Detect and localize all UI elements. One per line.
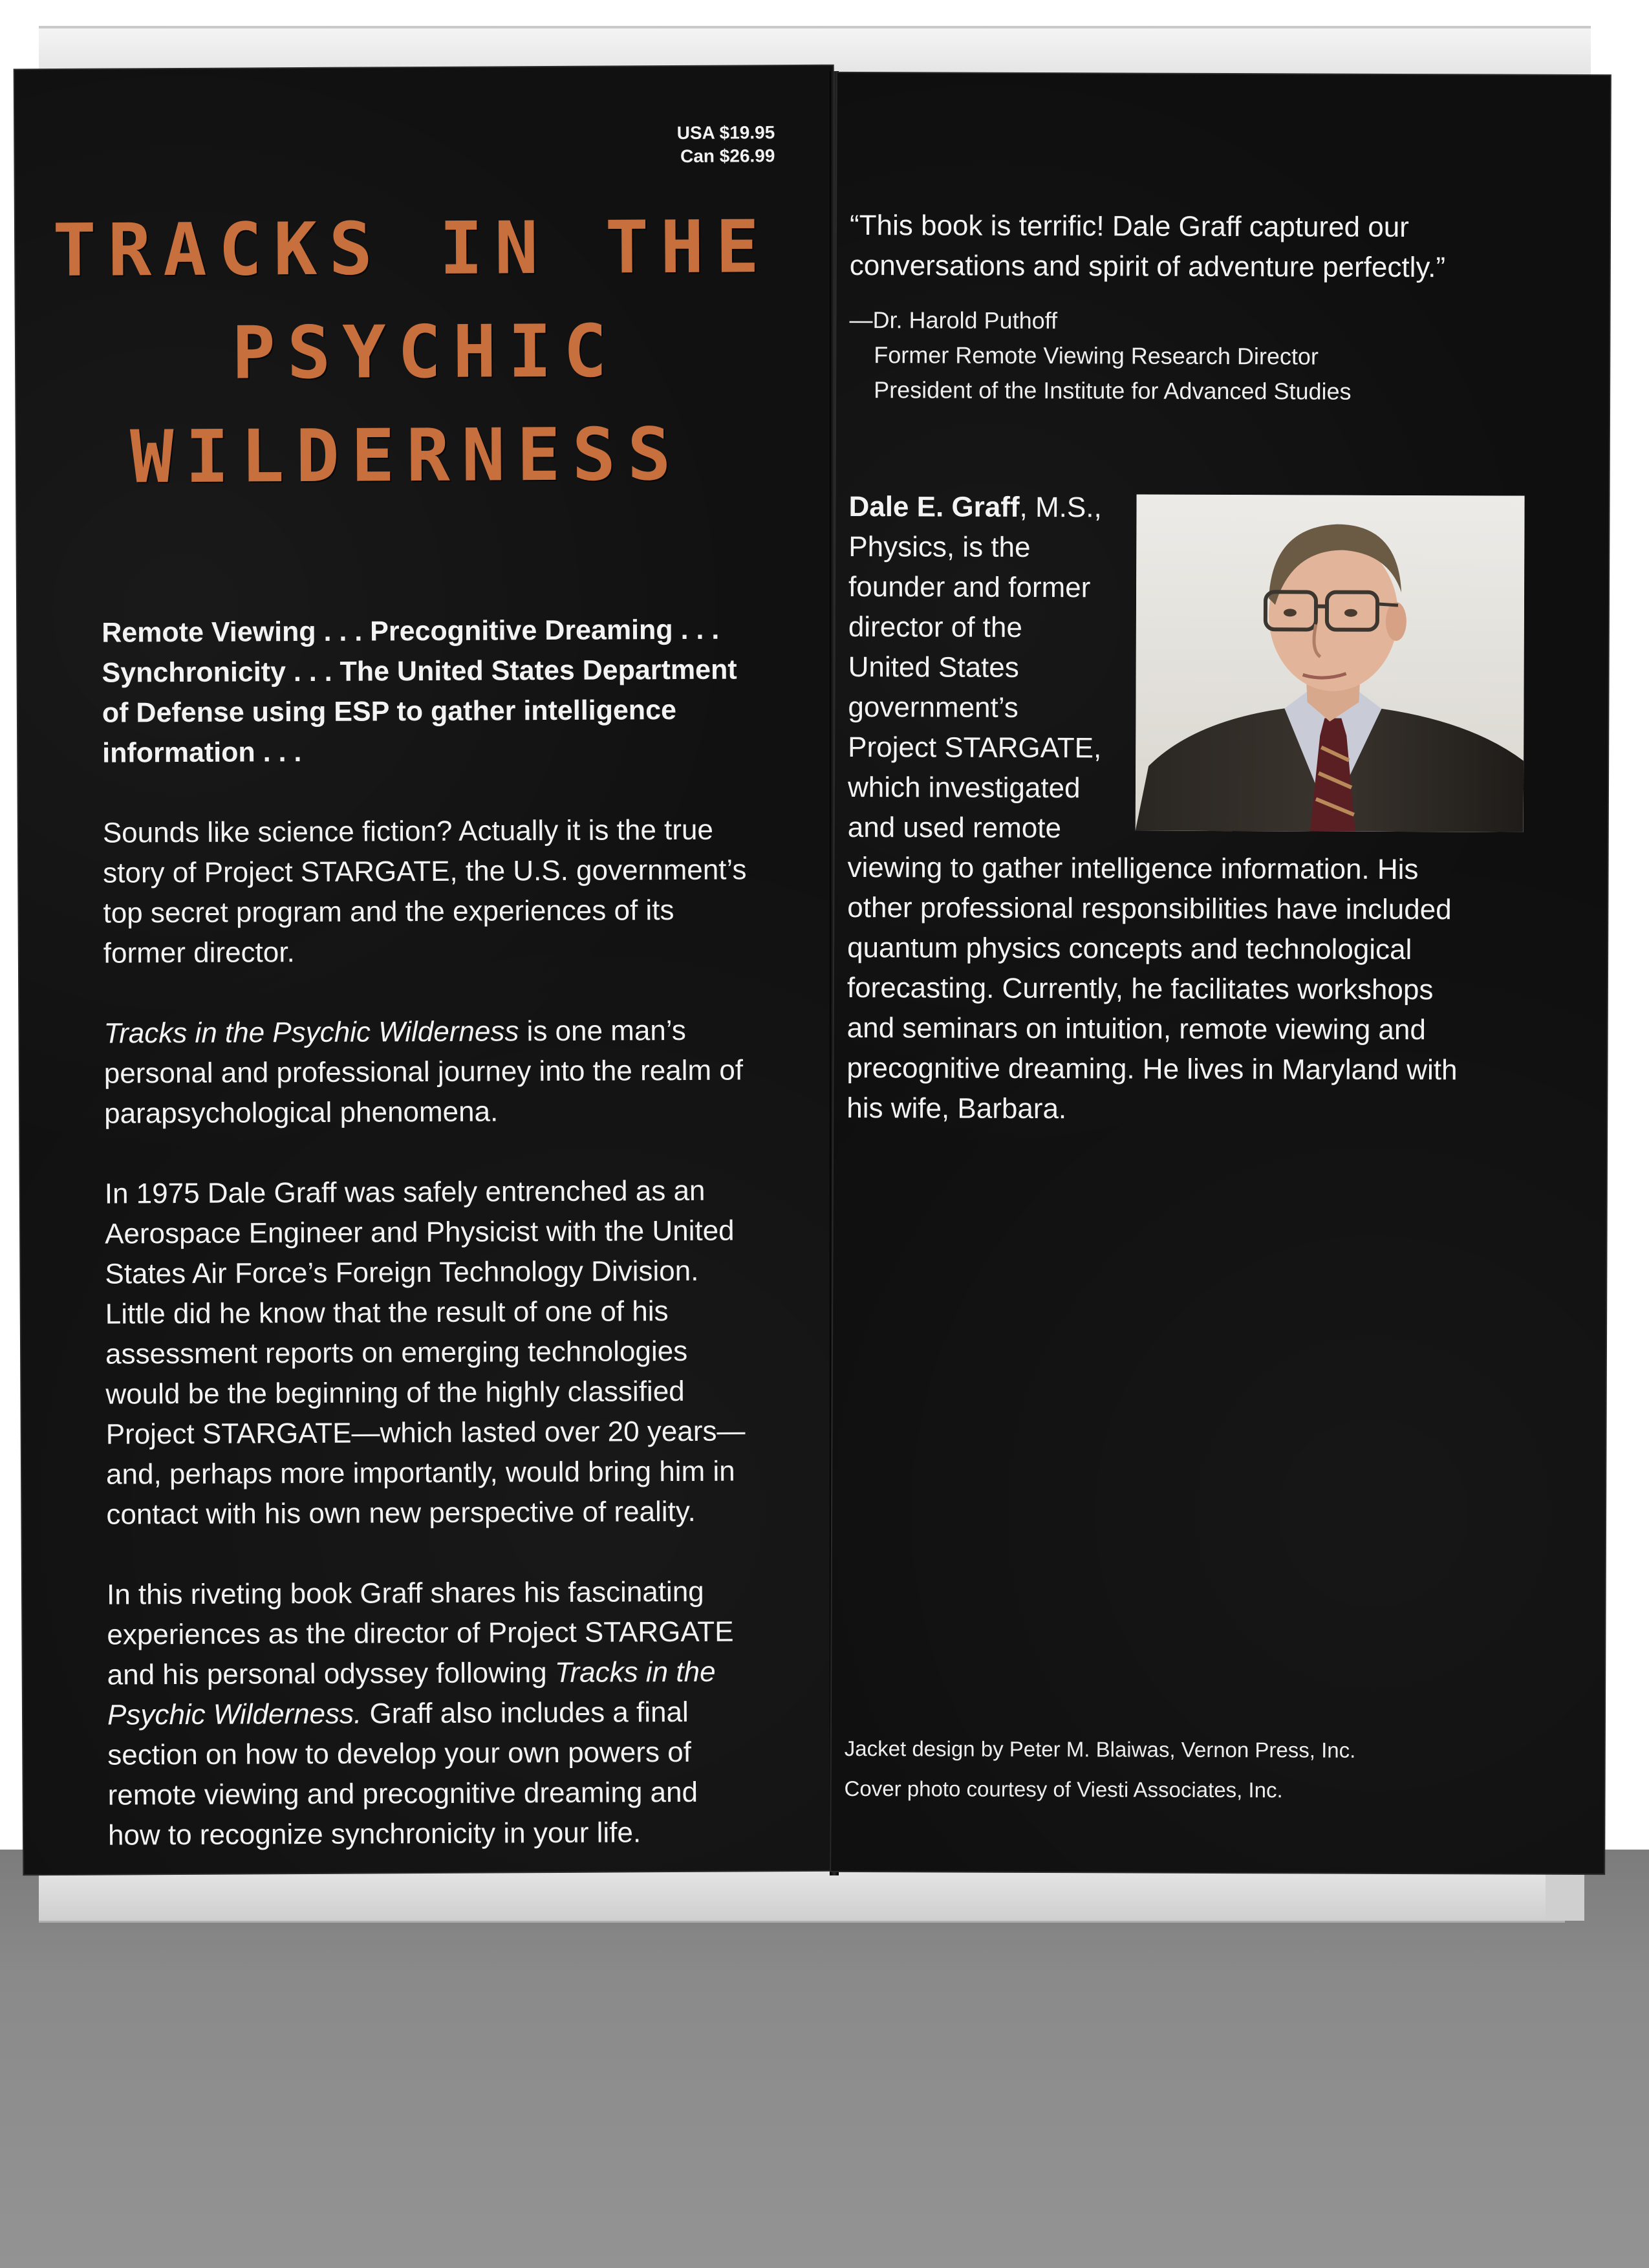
bio-line xyxy=(848,487,1553,530)
attribution-role: President of the Institute for Advanced Studies xyxy=(874,376,1352,405)
bio-line: precognitive dreaming. He lives in Maryland with xyxy=(846,1052,1458,1086)
price-usa: USA $19.95 xyxy=(676,122,775,143)
attribution-role: Former Remote Viewing Research Director xyxy=(874,341,1319,370)
price-canada: Can $26.99 xyxy=(680,146,775,166)
text-line: In this riveting book Graff shares his fascinating xyxy=(106,1575,704,1611)
quote-line: conversations and spirit of adventure perfectly.” xyxy=(849,249,1446,284)
bio-line: United States xyxy=(848,651,1019,684)
book-title-italic: Tracks in the Psychic Wilderness xyxy=(103,1015,519,1050)
lead-line: Remote Viewing . . . Precognitive Dreaming . . . xyxy=(102,614,720,649)
text-line: and his personal odyssey following xyxy=(107,1656,555,1691)
bio-line: and used remote xyxy=(847,811,1062,845)
endorsement-quote xyxy=(850,206,1561,288)
text-line: personal and professional journey into the realm of xyxy=(103,1054,744,1090)
bio-line: and seminars on intuition, remote viewing and xyxy=(846,1011,1426,1046)
text-line: how to recognize synchronicity in your life. xyxy=(107,1817,641,1852)
text-line: contact with his own new perspective of reality. xyxy=(106,1495,696,1531)
author-biography xyxy=(846,487,1553,1131)
lead-line: information . . . xyxy=(102,737,302,769)
bio-line: other professional responsibilities have included xyxy=(847,891,1452,926)
text-line: former director. xyxy=(103,936,295,969)
jacket-flap-panel xyxy=(831,73,1610,1874)
bio-line: Physics, is the xyxy=(848,530,1031,563)
text-line: States Air Force’s Foreign Technology Division. xyxy=(105,1255,699,1290)
paragraph-science-fiction xyxy=(103,810,789,974)
bio-line: founder and former xyxy=(848,570,1091,604)
lead-line: of Defense using ESP to gather intelligence xyxy=(102,694,677,729)
bio-line: government’s xyxy=(848,691,1018,724)
quote-attribution xyxy=(849,303,1561,410)
book-title-italic: Tracks in the xyxy=(554,1656,716,1689)
quote-line: “This book is terrific! Dale Graff captured our xyxy=(849,209,1409,244)
bio-line: viewing to gather intelligence information. His xyxy=(847,851,1419,886)
paragraph-history xyxy=(105,1171,792,1535)
bio-line: director of the xyxy=(848,610,1022,643)
book-title xyxy=(16,195,835,510)
back-cover-description xyxy=(102,609,793,1896)
text-line: and, perhaps more importantly, would bring him in xyxy=(105,1455,735,1491)
bio-line: quantum physics concepts and technological xyxy=(847,931,1412,966)
author-name: Dale E. Graff xyxy=(848,490,1020,523)
text-line: Sounds like science fiction? Actually it is the true xyxy=(102,814,714,849)
paragraph-summary xyxy=(107,1571,793,1856)
text-line: Project STARGATE—which lasted over 20 years— xyxy=(105,1415,746,1451)
bio-line: Project STARGATE, xyxy=(848,731,1102,764)
bio-text: , M.S., xyxy=(1019,491,1102,524)
bio-line: which investigated xyxy=(847,771,1081,805)
text-line: Graff also includes a final xyxy=(361,1696,689,1730)
text-line: remote viewing and precognitive dreaming and xyxy=(107,1776,698,1811)
title-line-2: PSYCHIC xyxy=(232,309,619,396)
text-line: is one man’s xyxy=(519,1014,686,1048)
book-title-italic: Psychic Wilderness. xyxy=(107,1698,362,1731)
lead-paragraph xyxy=(102,609,788,773)
lead-line: Synchronicity . . . The United States Department xyxy=(102,654,737,689)
text-line: section on how to develop your own powers of xyxy=(107,1736,692,1771)
text-line: assessment reports on emerging technologies xyxy=(105,1335,688,1370)
text-line: would be the beginning of the highly classified xyxy=(105,1375,685,1410)
text-line: Little did he know that the result of one of his xyxy=(105,1295,669,1330)
credit-design: Jacket design by Peter M. Blaiwas, Vernon Press, Inc. xyxy=(844,1736,1356,1762)
text-line: In 1975 Dale Graff was safely entrenched as an xyxy=(104,1174,706,1210)
paragraph-journey xyxy=(103,1010,790,1134)
title-line-1: TRACKS IN THE xyxy=(52,205,771,294)
attribution-name: —Dr. Harold Puthoff xyxy=(849,306,1058,334)
text-line: top secret program and the experiences of its xyxy=(103,894,674,929)
text-line: Aerospace Engineer and Physicist with the United xyxy=(105,1215,735,1250)
text-line: parapsychological phenomena. xyxy=(104,1096,499,1130)
credit-photo: Cover photo courtesy of Viesti Associates, Inc. xyxy=(844,1776,1283,1802)
text-line: story of Project STARGATE, the U.S. government’s xyxy=(103,854,747,889)
text-line: experiences as the director of Project STARGATE xyxy=(107,1615,734,1651)
price-block xyxy=(677,121,775,168)
jacket-credits xyxy=(844,1729,1555,1811)
bio-line: his wife, Barbara. xyxy=(846,1092,1067,1125)
bio-line: forecasting. Currently, he facilitates workshops xyxy=(846,971,1434,1006)
title-line-3: WILDERNESS xyxy=(129,412,683,500)
back-cover-panel xyxy=(15,66,843,1875)
